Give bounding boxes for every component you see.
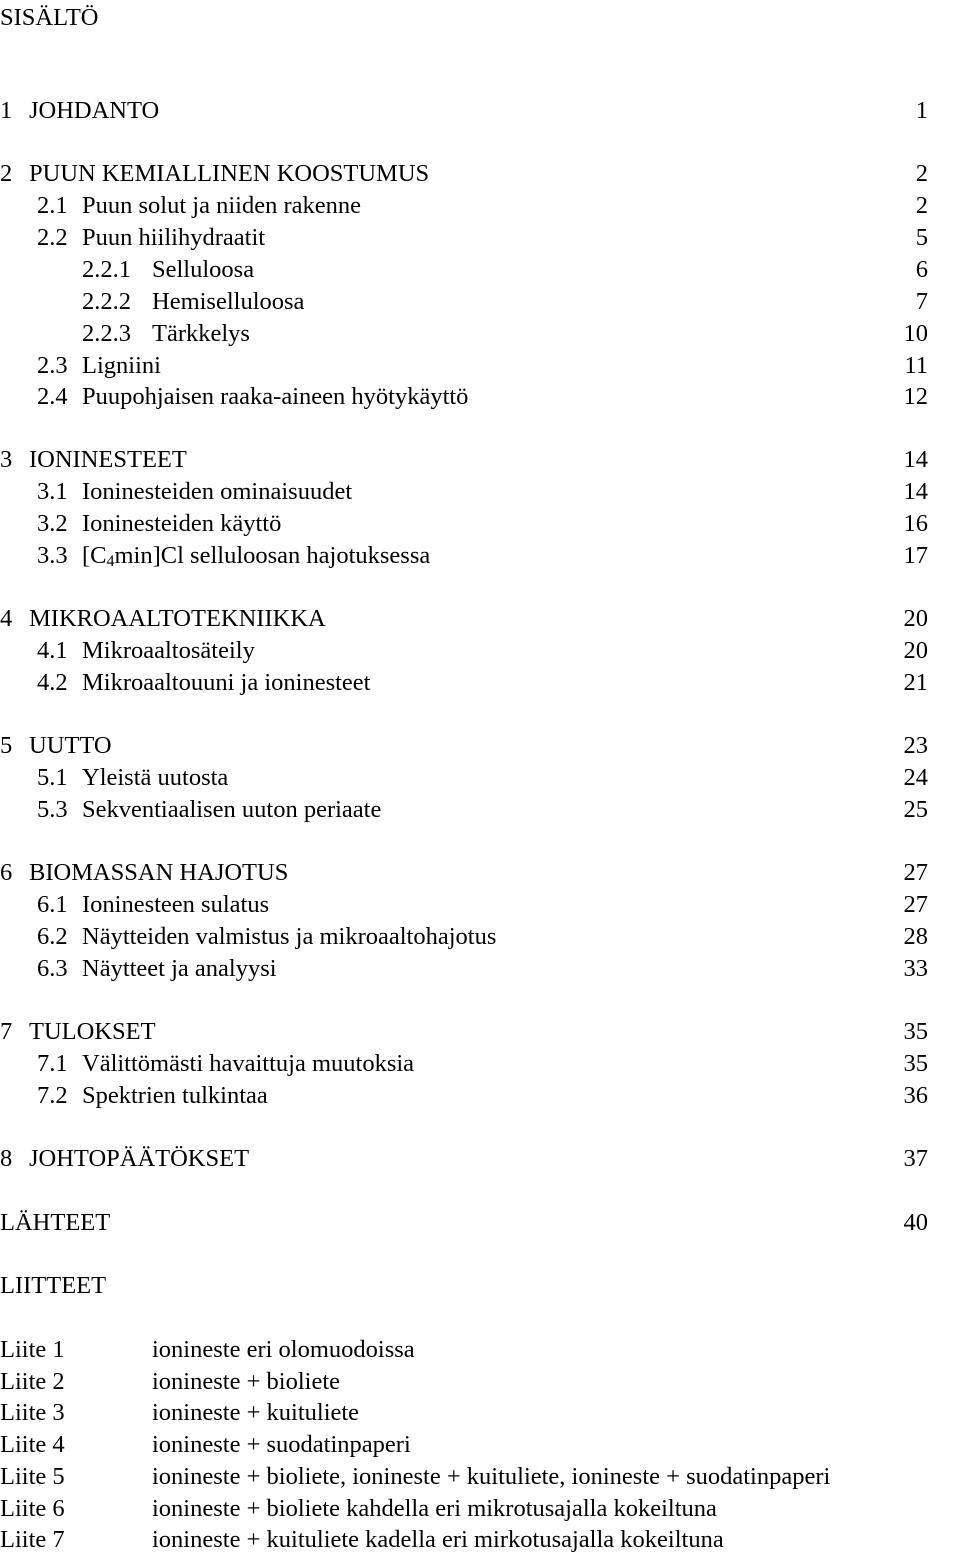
toc-entry-number: 3.3: [37, 542, 68, 569]
toc-entry: [0, 605, 928, 633]
toc-entry: [0, 1272, 928, 1300]
appendix-description: ionineste + suodatinpaperi: [152, 1431, 411, 1458]
toc-entry-title: UUTTO: [29, 732, 112, 759]
toc-entry: [0, 637, 928, 665]
toc-entry-page-number: 12: [903, 383, 928, 410]
toc-entry-title: JOHTOPÄÄTÖKSET: [29, 1145, 250, 1172]
toc-entry-page-number: 6: [915, 256, 928, 283]
toc-entry: [0, 478, 928, 506]
appendix-description: ionineste + bioliete kahdella eri mikrotusajalla kokeiltuna: [152, 1495, 717, 1522]
toc-entry: [0, 256, 928, 284]
toc-entry-page-number: 20: [903, 637, 928, 664]
toc-entry: [0, 923, 928, 951]
toc-entry-page-number: 33: [903, 955, 928, 982]
toc-entry-title: LIITTEET: [0, 1272, 107, 1299]
toc-entry-subscript: 4: [106, 553, 115, 570]
toc-entry-title: Spektrien tulkintaa: [82, 1082, 268, 1109]
toc-entry: [0, 97, 928, 125]
toc-entry: [0, 732, 928, 760]
toc-entry-number: 6.3: [37, 955, 68, 982]
toc-entry: [0, 320, 928, 348]
toc-entry-title: Mikroaaltouuni ja ioninesteet: [82, 669, 371, 696]
toc-entry-page-number: 7: [915, 288, 928, 315]
appendix-description: ionineste + kuituliete: [152, 1399, 360, 1426]
toc-entry-number: 4.1: [37, 637, 68, 664]
appendix-entry: [0, 1399, 960, 1427]
toc-entry-title: Sekventiaalisen uuton periaate: [82, 796, 382, 823]
toc-entry-title: Puun solut ja niiden rakenne: [82, 192, 361, 219]
toc-entry: [0, 1082, 928, 1110]
appendix-label: Liite 6: [0, 1495, 65, 1522]
appendix-description: ionineste eri olomuodoissa: [152, 1336, 415, 1363]
toc-entry: [0, 669, 928, 697]
toc-entry-number: 6.1: [37, 891, 68, 918]
appendix-label: Liite 2: [0, 1368, 65, 1395]
toc-entry-title: TULOKSET: [29, 1018, 156, 1045]
toc-entry-title: PUUN KEMIALLINEN KOOSTUMUS: [29, 160, 430, 187]
appendix-entry: [0, 1336, 960, 1364]
toc-entry-title: Ioninesteiden ominaisuudet: [82, 478, 353, 505]
toc-entry: [0, 1050, 928, 1078]
appendix-label: Liite 5: [0, 1463, 65, 1490]
toc-entry-number: 2: [0, 160, 13, 187]
toc-entry-title: Näytteet ja analyysi: [82, 955, 277, 982]
toc-entry-number: 5.1: [37, 764, 68, 791]
appendix-entry: [0, 1495, 960, 1523]
toc-entry-title: Puupohjaisen raaka-aineen hyötykäyttö: [82, 383, 469, 410]
appendix-entry: [0, 1368, 960, 1396]
toc-entry-number: 2.4: [37, 383, 68, 410]
appendix-entry: [0, 1526, 960, 1554]
toc-entry: [0, 764, 928, 792]
toc-entry-page-number: 27: [903, 891, 928, 918]
toc-entry: [0, 446, 928, 474]
toc-entry-page-number: 35: [903, 1050, 928, 1077]
toc-entry-page-number: 40: [903, 1209, 928, 1236]
toc-entry-number: 6.2: [37, 923, 68, 950]
appendix-label: Liite 3: [0, 1399, 65, 1426]
toc-entry-number: 3.1: [37, 478, 68, 505]
toc-entry-number: 7.1: [37, 1050, 68, 1077]
toc-entry-number: 2.2.2: [82, 288, 131, 315]
toc-entry-title: Hemiselluloosa: [152, 288, 305, 315]
toc-entry: [0, 955, 928, 983]
toc-entry-page-number: 10: [903, 320, 928, 347]
toc-entry-title: JOHDANTO: [29, 97, 160, 124]
toc-entry-page-number: 36: [903, 1082, 928, 1109]
toc-entry-title: Välittömästi havaittuja muutoksia: [82, 1050, 415, 1077]
toc-entry-title: Ligniini: [82, 352, 161, 379]
appendix-description: ionineste + bioliete: [152, 1368, 340, 1395]
toc-entry-page-number: 11: [904, 352, 928, 379]
toc-entry: [0, 1145, 928, 1173]
toc-entry: [0, 542, 928, 570]
toc-entry-page-number: 37: [903, 1145, 928, 1172]
toc-entry-title: Selluloosa: [152, 256, 255, 283]
toc-entry-number: 8: [0, 1145, 13, 1172]
appendix-description: ionineste + bioliete, ionineste + kuituliete, ionineste + suodatinpaperi: [152, 1463, 831, 1490]
toc-entry-title: Puun hiilihydraatit: [82, 224, 266, 251]
toc-entry-number: 5.3: [37, 796, 68, 823]
toc-entry-page-number: 2: [915, 160, 928, 187]
toc-entry-number: 3.2: [37, 510, 68, 537]
toc-entry-number: 3: [0, 446, 13, 473]
appendix-label: Liite 1: [0, 1336, 65, 1363]
toc-entry-title: Tärkkelys: [152, 320, 250, 347]
toc-entry-page-number: 23: [903, 732, 928, 759]
toc-entry-title: Ioninesteiden käyttö: [82, 510, 282, 537]
toc-entry-page-number: 5: [915, 224, 928, 251]
toc-entry: [0, 891, 928, 919]
toc-entry-page-number: 25: [903, 796, 928, 823]
toc-entry-title: [82, 542, 430, 570]
toc-entry-title: IONINESTEET: [29, 446, 187, 473]
toc-entry-page-number: 14: [903, 478, 928, 505]
toc-entry-page-number: 24: [903, 764, 928, 791]
toc-entry: [0, 1209, 928, 1237]
appendix-label: Liite 4: [0, 1431, 65, 1458]
toc-entry-title: Näytteiden valmistus ja mikroaaltohajotus: [82, 923, 497, 950]
toc-entry: [0, 510, 928, 538]
toc-entry-number: 5: [0, 732, 13, 759]
toc-entry-number: 2.1: [37, 192, 68, 219]
toc-entry-title: Yleistä uutosta: [82, 764, 229, 791]
toc-entry-number: 2.2: [37, 224, 68, 251]
toc-entry-title: Ioninesteen sulatus: [82, 891, 270, 918]
page-title: SISÄLTÖ: [0, 4, 99, 31]
toc-entry-title: MIKROAALTOTEKNIIKKA: [29, 605, 326, 632]
toc-entry: [0, 1018, 928, 1046]
toc-entry-number: 7.2: [37, 1082, 68, 1109]
toc-entry-page-number: 27: [903, 859, 928, 886]
toc-entry-title: Mikroaaltosäteily: [82, 637, 255, 664]
toc-entry-title: LÄHTEET: [0, 1209, 111, 1236]
toc-entry-page-number: 20: [903, 605, 928, 632]
toc-entry: [0, 192, 928, 220]
toc-entry-page-number: 21: [903, 669, 928, 696]
toc-entry-number: 1: [0, 97, 13, 124]
toc-entry-page-number: 17: [903, 542, 928, 569]
toc-entry-page-number: 35: [903, 1018, 928, 1045]
toc-entry: [0, 352, 928, 380]
toc-entry-title: BIOMASSAN HAJOTUS: [29, 859, 289, 886]
toc-entry-page-number: 1: [915, 97, 928, 124]
toc-entry: [0, 288, 928, 316]
appendix-label: Liite 7: [0, 1526, 65, 1553]
toc-entry: [0, 859, 928, 887]
toc-entry-number: 4.2: [37, 669, 68, 696]
appendix-entry: [0, 1431, 960, 1459]
toc-entry-title-part: min]Cl selluloosan hajotuksessa: [114, 542, 431, 569]
toc-entry: [0, 160, 928, 188]
toc-entry-page-number: 2: [915, 192, 928, 219]
toc-entry-title-part: [C: [82, 542, 107, 569]
toc-entry-number: 2.2.1: [82, 256, 131, 283]
toc-entry-number: 2.2.3: [82, 320, 131, 347]
toc-entry-page-number: 28: [903, 923, 928, 950]
toc-entry-page-number: 16: [903, 510, 928, 537]
toc-entry-number: 4: [0, 605, 13, 632]
toc-entry-number: 2.3: [37, 352, 68, 379]
appendix-description: ionineste + kuituliete kadella eri mirkotusajalla kokeiltuna: [152, 1526, 724, 1553]
toc-entry-number: 6: [0, 859, 13, 886]
toc-entry-number: 7: [0, 1018, 13, 1045]
toc-entry: [0, 796, 928, 824]
toc-entry: [0, 224, 928, 252]
toc-entry: [0, 383, 928, 411]
appendix-entry: [0, 1463, 960, 1491]
toc-entry-page-number: 14: [903, 446, 928, 473]
